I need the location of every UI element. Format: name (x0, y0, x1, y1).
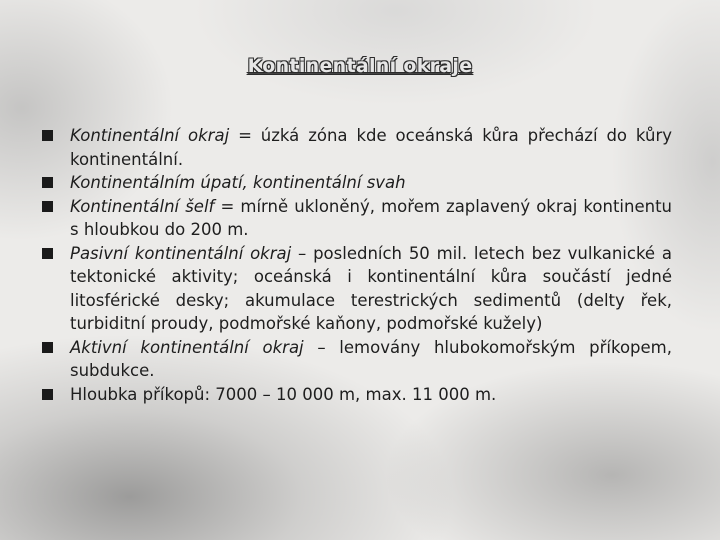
bullet-item (42, 195, 672, 242)
bullet-text: = mírně ukloněný, mořem zaplavený okraj kontinentu s hloubkou do 200 m. (70, 196, 673, 239)
bullet-term: Pasivní kontinentální okraj (70, 243, 292, 263)
bullet-term: Aktivní kontinentální okraj (70, 337, 304, 357)
bullet-list (42, 124, 672, 406)
bullet-item (42, 336, 672, 383)
bullet-item (42, 242, 672, 336)
bullet-item (42, 383, 672, 407)
bullet-term: Kontinentální okraj (70, 126, 230, 145)
bullet-item (42, 124, 672, 171)
bullet-text: = úzká zóna kde oceánská kůra přechází do kůry kontinentální. (70, 126, 672, 169)
bullet-term: Kontinentální šelf (70, 196, 215, 216)
bullet-term: Kontinentálním úpatí, kontinentální svah (70, 173, 406, 192)
bullet-text: – posledních 50 mil. letech bez vulkanické a tektonické aktivity; oceánská i kontinentální kůra součástí jedné litosférické desky; akumulace terestrických sedimentů (delty řek, turbiditní proudy, podmořské kaňony, podmořské kužely) (70, 243, 672, 333)
slide-title: Kontinentální okraje (247, 55, 473, 77)
bullet-text: – lemovány hlubokomořským příkopem, subdukce. (70, 337, 672, 380)
bullet-text: Hloubka příkopů: 7000 – 10 000 m, max. 11 000 m. (70, 384, 497, 404)
bullet-item (42, 171, 672, 195)
